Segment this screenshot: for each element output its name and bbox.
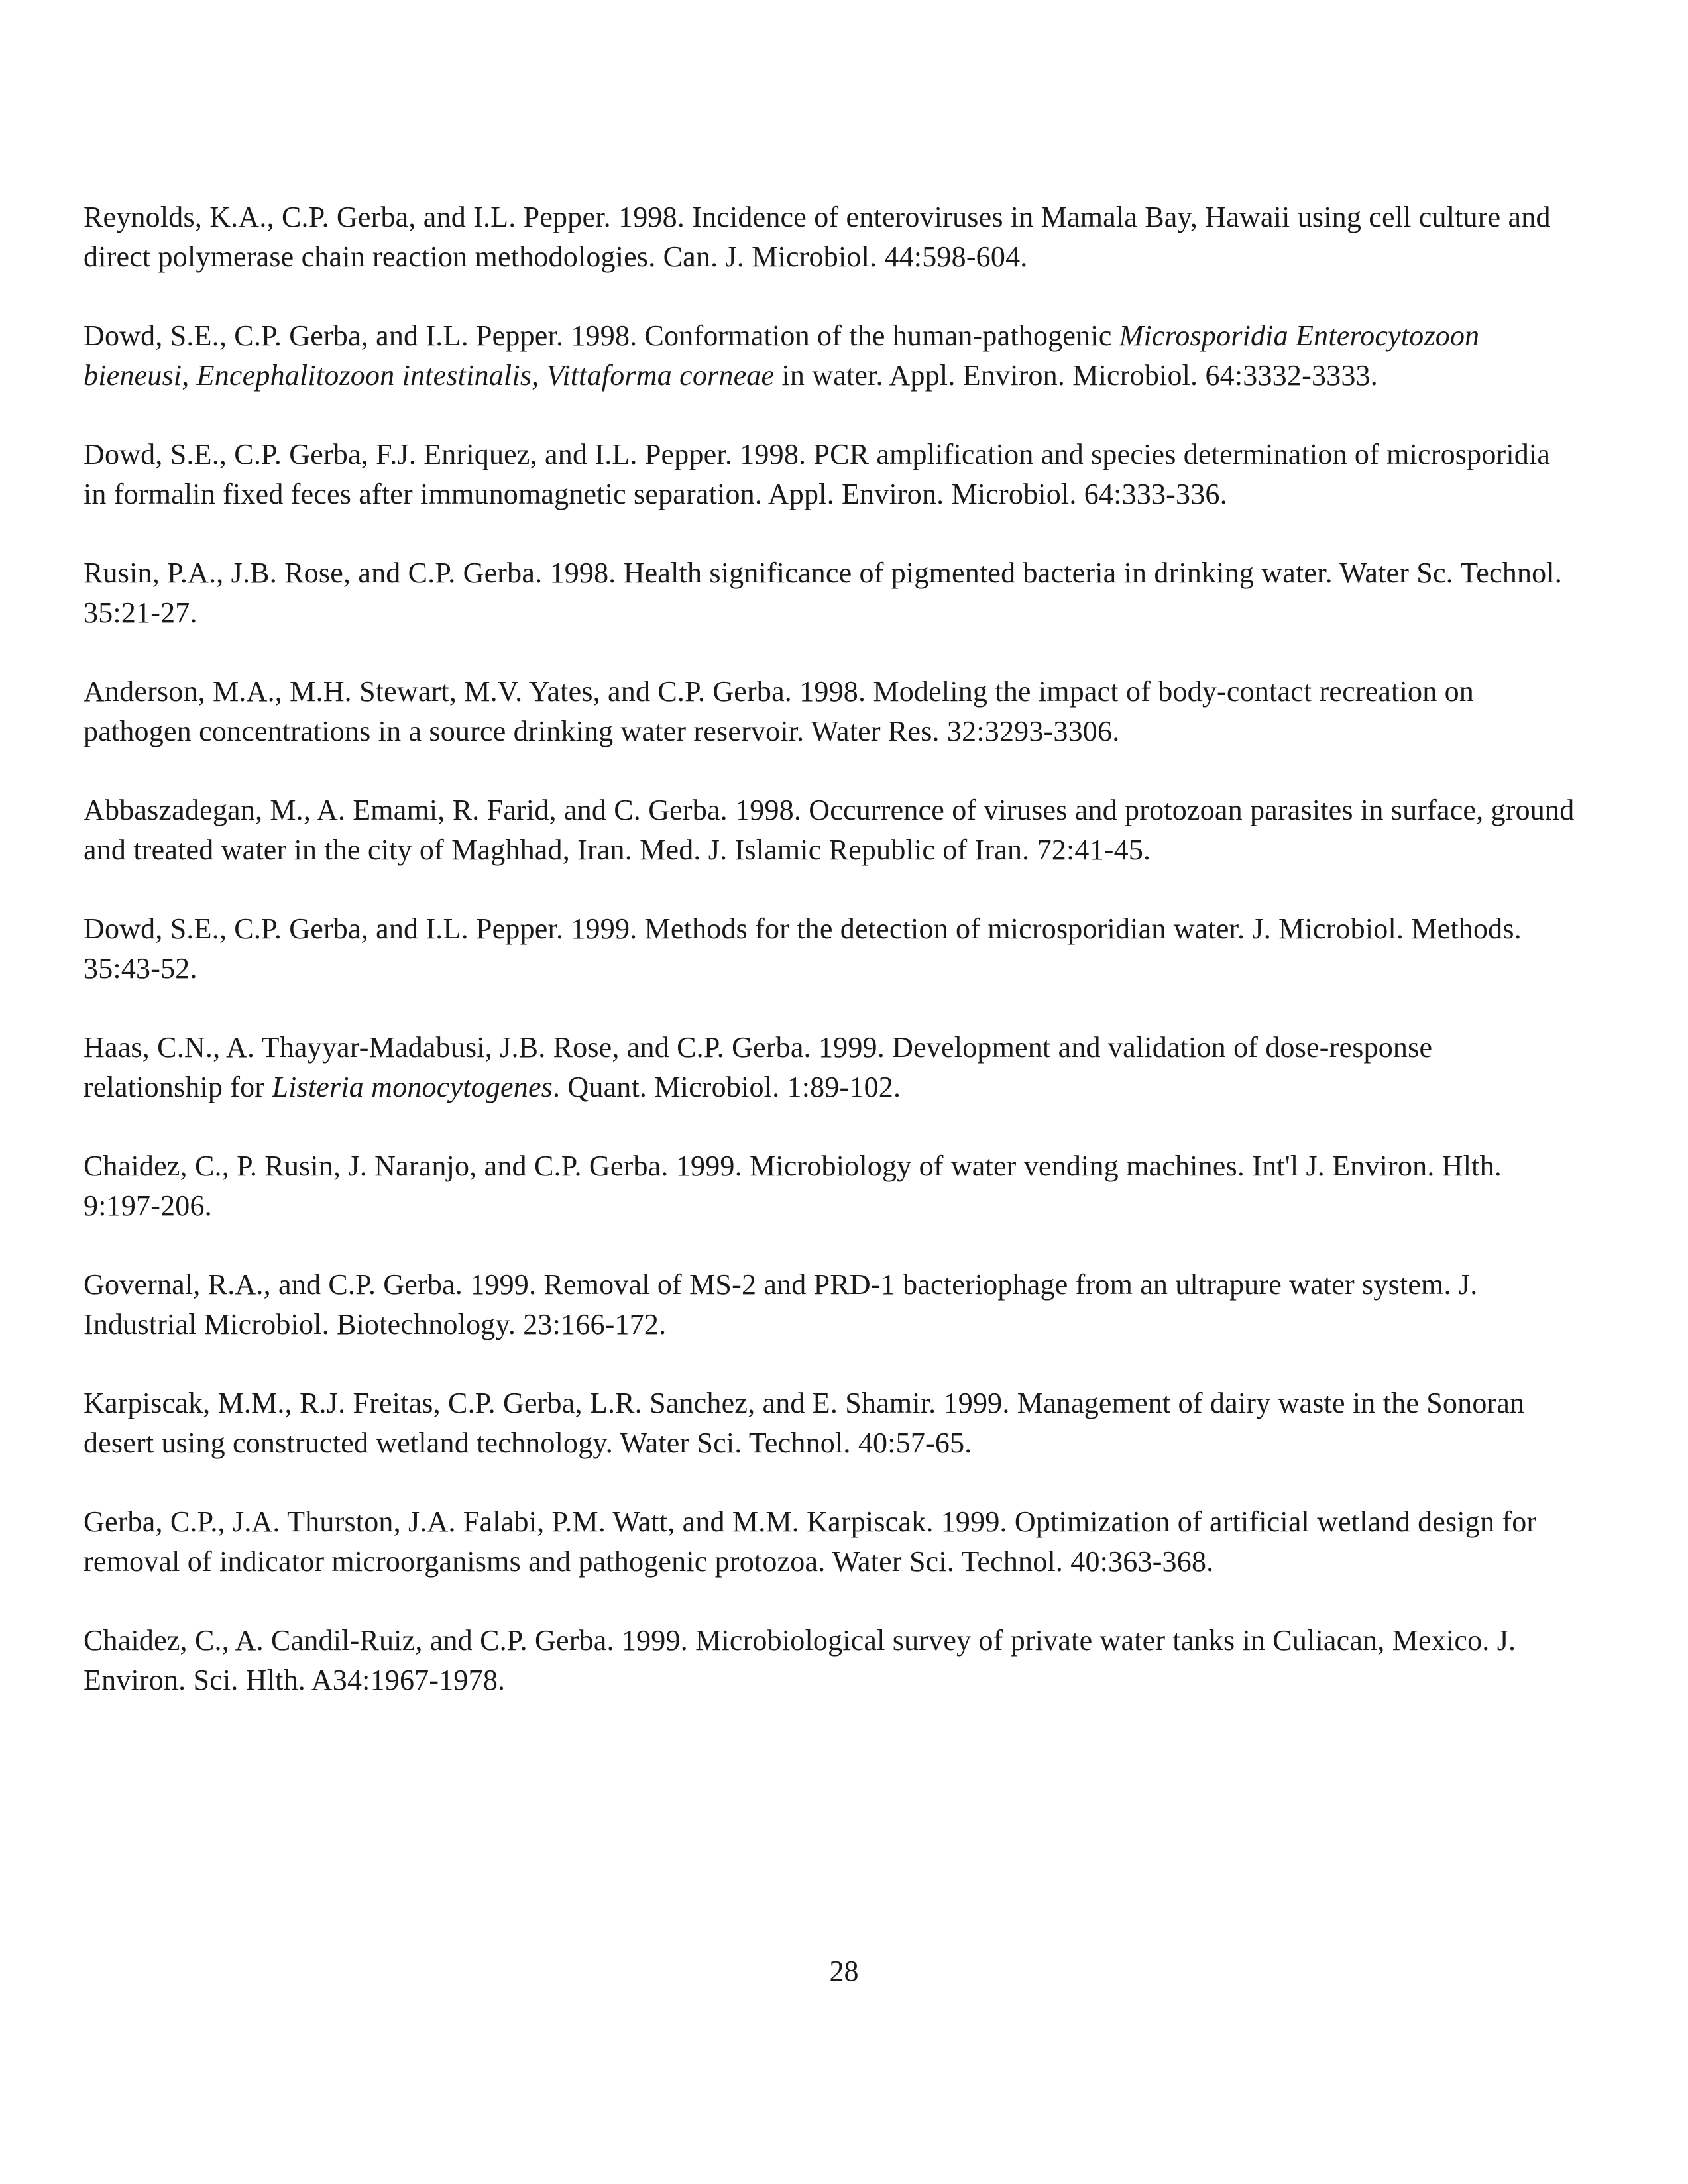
reference-entry	[84, 1384, 1575, 1463]
reference-text: ,	[532, 359, 547, 392]
reference-text: in water. Appl. Environ. Microbiol. 64:3332-3333.	[774, 359, 1378, 392]
reference-text: Anderson, M.A., M.H. Stewart, M.V. Yates, and C.P. Gerba. 1998. Modeling the impact of body-contact recreation on pathogen concentrations in a source drinking water reservoir. Water Res. 32:3293-3306.	[84, 675, 1475, 747]
reference-text: ,	[182, 359, 197, 392]
reference-list	[84, 197, 1575, 1739]
reference-entry	[84, 435, 1575, 514]
reference-text: . Quant. Microbiol. 1:89-102.	[553, 1071, 901, 1103]
reference-entry	[84, 1621, 1575, 1700]
species-name: Vittaforma corneae	[546, 359, 775, 392]
species-name: Microsporidia Enterocytozoon bieneusi	[84, 319, 1480, 392]
reference-entry	[84, 316, 1575, 396]
reference-text: Haas, C.N., A. Thayyar-Madabusi, J.B. Rose, and C.P. Gerba. 1999. Development and validation of dose-response relationship for	[84, 1031, 1433, 1103]
reference-entry	[84, 553, 1575, 633]
species-name: Encephalitozoon intestinalis	[196, 359, 532, 392]
reference-text: Dowd, S.E., C.P. Gerba, F.J. Enriquez, and I.L. Pepper. 1998. PCR amplification and species determination of microsporidia in formalin fixed feces after immunomagnetic separation. Appl. Environ. Microbiol. 64:333-336.	[84, 438, 1551, 510]
reference-entry	[84, 909, 1575, 989]
page-number: 28	[829, 1955, 859, 1987]
reference-text: Abbaszadegan, M., A. Emami, R. Farid, and C. Gerba. 1998. Occurrence of viruses and protozoan parasites in surface, ground and treated water in the city of Maghhad, Iran. Med. J. Islamic Republic of Iran. 72:41-45.	[84, 794, 1575, 866]
reference-text: Dowd, S.E., C.P. Gerba, and I.L. Pepper. 1999. Methods for the detection of microsporidian water. J. Microbiol. Methods. 35:43-52.	[84, 912, 1522, 985]
reference-text: Governal, R.A., and C.P. Gerba. 1999. Removal of MS-2 and PRD-1 bacteriophage from an ultrapure water system. J. Industrial Microbiol. Biotechnology. 23:166-172.	[84, 1268, 1478, 1340]
reference-entry	[84, 1265, 1575, 1344]
reference-entry	[84, 1502, 1575, 1582]
reference-entry	[84, 1146, 1575, 1226]
species-name: Listeria monocytogenes	[272, 1071, 553, 1103]
reference-text: Reynolds, K.A., C.P. Gerba, and I.L. Pepper. 1998. Incidence of enteroviruses in Mamala Bay, Hawaii using cell culture and direct polymerase chain reaction methodologies. Can. J. Microbiol. 44:598-604.	[84, 201, 1551, 273]
reference-text: Chaidez, C., A. Candil-Ruiz, and C.P. Gerba. 1999. Microbiological survey of private water tanks in Culiacan, Mexico. J. Environ. Sci. Hlth. A34:1967-1978.	[84, 1624, 1516, 1696]
reference-text: Gerba, C.P., J.A. Thurston, J.A. Falabi, P.M. Watt, and M.M. Karpiscak. 1999. Optimization of artificial wetland design for removal of indicator microorganisms and pathogenic protozoa. Water Sci. Technol. 40:363-368.	[84, 1505, 1537, 1578]
reference-entry	[84, 1028, 1575, 1107]
reference-text: Rusin, P.A., J.B. Rose, and C.P. Gerba. 1998. Health significance of pigmented bacteria in drinking water. Water Sc. Technol. 35:21-27.	[84, 557, 1562, 629]
reference-entry	[84, 197, 1575, 277]
reference-text: Dowd, S.E., C.P. Gerba, and I.L. Pepper. 1998. Conformation of the human-pathogenic	[84, 319, 1119, 352]
reference-entry	[84, 672, 1575, 751]
reference-text: Chaidez, C., P. Rusin, J. Naranjo, and C.P. Gerba. 1999. Microbiology of water vending machines. Int'l J. Environ. Hlth. 9:197-206.	[84, 1150, 1502, 1222]
reference-text: Karpiscak, M.M., R.J. Freitas, C.P. Gerba, L.R. Sanchez, and E. Shamir. 1999. Management of dairy waste in the Sonoran desert using constructed wetland technology. Water Sci. Technol. 40:57-65.	[84, 1387, 1525, 1459]
reference-entry	[84, 791, 1575, 870]
